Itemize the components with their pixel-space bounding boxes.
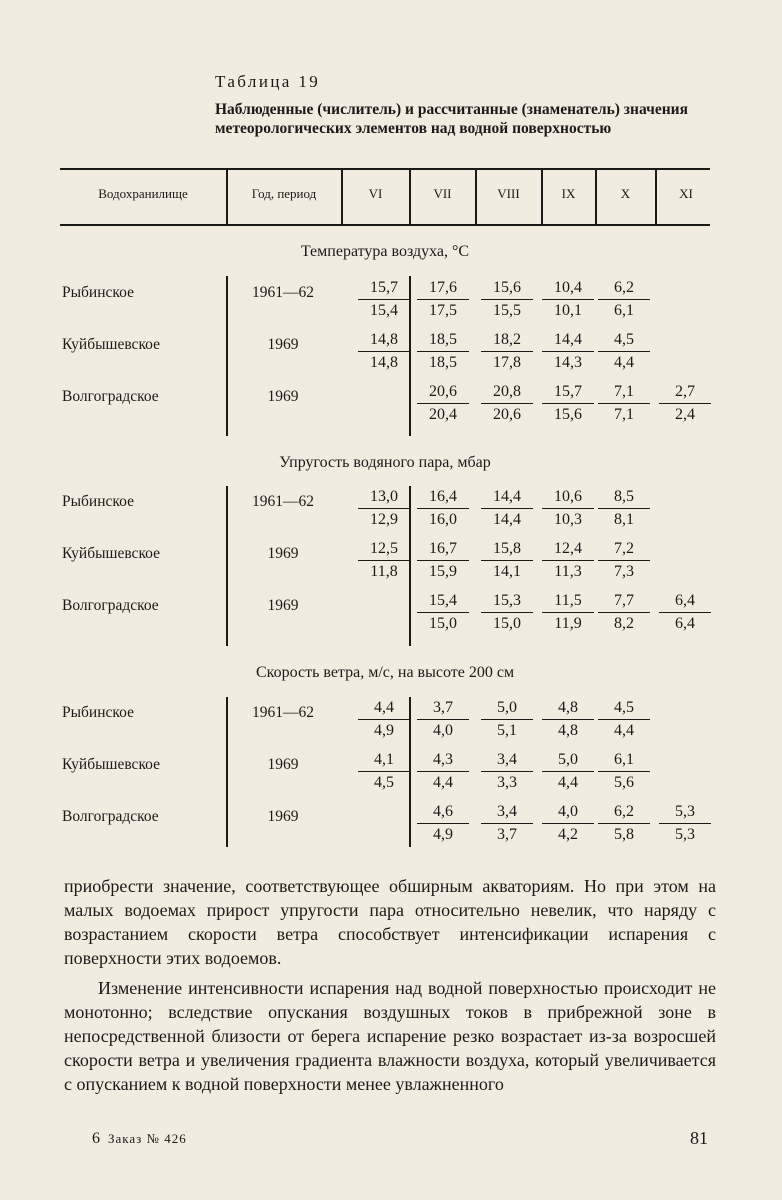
calculated-value: 15,4	[370, 302, 398, 319]
observed-value: 16,7	[417, 539, 469, 561]
body-text	[64, 874, 716, 1096]
calculated-value: 11,9	[554, 615, 582, 632]
calculated-value: 4,9	[433, 826, 453, 843]
observed-value: 20,6	[417, 382, 469, 404]
year-period: 1969	[267, 808, 299, 825]
observed-value: 14,4	[481, 487, 533, 509]
value-fraction	[598, 750, 650, 793]
value-fraction	[481, 802, 533, 845]
observed-value: 4,8	[542, 698, 594, 720]
calculated-value: 7,1	[614, 406, 634, 423]
calculated-value: 16,0	[429, 511, 457, 528]
value-fraction	[598, 382, 650, 425]
value-fraction	[481, 330, 533, 373]
calculated-value: 10,1	[554, 302, 582, 319]
calculated-value: 4,8	[558, 722, 578, 739]
value-fraction	[417, 278, 469, 321]
value-fraction	[417, 750, 469, 793]
section-title-temperature: Температура воздуха, °С	[300, 243, 470, 260]
calculated-value: 14,3	[554, 354, 582, 371]
table-top-rule	[60, 168, 710, 170]
calculated-value: 5,3	[675, 826, 695, 843]
value-fraction	[417, 382, 469, 425]
year-period: 1969	[267, 597, 299, 614]
reservoir-name: Волгоградское	[62, 597, 159, 614]
header-month-xi: XI	[679, 186, 693, 201]
value-fraction	[481, 750, 533, 793]
year-period: 1969	[267, 336, 299, 353]
observed-value: 15,4	[417, 591, 469, 613]
year-period: 1961—62	[252, 284, 314, 301]
value-fraction	[358, 487, 410, 530]
signature-number: 6	[92, 1130, 100, 1147]
observed-value: 4,0	[542, 802, 594, 824]
value-fraction	[542, 802, 594, 845]
observed-value: 6,2	[598, 278, 650, 300]
observed-value: 7,1	[598, 382, 650, 404]
value-fraction	[358, 539, 410, 582]
calculated-value: 11,3	[554, 563, 582, 580]
observed-value: 15,8	[481, 539, 533, 561]
observed-value: 15,6	[481, 278, 533, 300]
header-month-vi: VI	[368, 186, 383, 201]
print-order: Заказ № 426	[108, 1131, 187, 1146]
value-fraction	[598, 539, 650, 582]
calculated-value: 20,6	[493, 406, 521, 423]
observed-value: 17,6	[417, 278, 469, 300]
value-fraction	[659, 591, 711, 634]
calculated-value: 15,5	[493, 302, 521, 319]
value-fraction	[417, 487, 469, 530]
calculated-value: 6,4	[675, 615, 695, 632]
observed-value: 13,0	[358, 487, 410, 509]
value-fraction	[481, 591, 533, 634]
value-fraction	[542, 698, 594, 741]
year-period: 1961—62	[252, 704, 314, 721]
observed-value: 11,5	[542, 591, 594, 613]
value-fraction	[417, 330, 469, 373]
observed-value: 4,6	[417, 802, 469, 824]
observed-value: 12,4	[542, 539, 594, 561]
calculated-value: 7,3	[614, 563, 634, 580]
calculated-value: 2,4	[675, 406, 695, 423]
calculated-value: 12,9	[370, 511, 398, 528]
observed-value: 15,7	[542, 382, 594, 404]
footer-signature	[92, 1130, 187, 1148]
calculated-value: 15,9	[429, 563, 457, 580]
reservoir-name: Волгоградское	[62, 808, 159, 825]
section-title-vapor-pressure: Упругость водяного пара, мбар	[279, 454, 491, 471]
calculated-value: 6,1	[614, 302, 634, 319]
value-fraction	[598, 278, 650, 321]
calculated-value: 14,8	[370, 354, 398, 371]
value-fraction	[598, 802, 650, 845]
calculated-value: 5,1	[497, 722, 517, 739]
calculated-value: 4,4	[433, 774, 453, 791]
value-fraction	[542, 330, 594, 373]
observed-value: 7,2	[598, 539, 650, 561]
observed-value: 6,2	[598, 802, 650, 824]
value-fraction	[358, 330, 410, 373]
calculated-value: 8,1	[614, 511, 634, 528]
observed-value: 6,1	[598, 750, 650, 772]
calculated-value: 15,6	[554, 406, 582, 423]
paragraph: Изменение интенсивности испарения над водной поверхностью происходит не монотонно; вследствие опускания воздушных токов в прибрежной зоне в непосредственной близости от берега испарение резко возрастает из-за возросшей скорости ветра и увеличения градиента влажности воздуха, который увеличивается с опусканием к водной поверхности менее увлажненного	[64, 978, 716, 1094]
value-fraction	[481, 382, 533, 425]
calculated-value: 4,9	[374, 722, 394, 739]
calculated-value: 4,2	[558, 826, 578, 843]
calculated-value: 3,3	[497, 774, 517, 791]
observed-value: 10,4	[542, 278, 594, 300]
table-header-rule	[60, 224, 710, 226]
header-month-ix: IX	[561, 186, 576, 201]
observed-value: 15,7	[358, 278, 410, 300]
observed-value: 8,5	[598, 487, 650, 509]
calculated-value: 11,8	[370, 563, 398, 580]
observed-value: 5,3	[659, 802, 711, 824]
observed-value: 3,7	[417, 698, 469, 720]
calculated-value: 5,6	[614, 774, 634, 791]
observed-value: 6,4	[659, 591, 711, 613]
observed-value: 20,8	[481, 382, 533, 404]
value-fraction	[542, 750, 594, 793]
value-fraction	[542, 539, 594, 582]
reservoir-name: Куйбышевское	[62, 336, 161, 353]
reservoir-name: Рыбинское	[62, 284, 134, 301]
value-fraction	[417, 802, 469, 845]
value-fraction	[481, 278, 533, 321]
calculated-value: 4,4	[558, 774, 578, 791]
value-fraction	[659, 802, 711, 845]
page-number: 81	[690, 1128, 708, 1148]
value-fraction	[481, 539, 533, 582]
calculated-value: 14,1	[493, 563, 521, 580]
year-period: 1969	[267, 756, 299, 773]
calculated-value: 4,4	[614, 722, 634, 739]
observed-value: 4,5	[598, 698, 650, 720]
header-month-x: X	[620, 186, 631, 201]
observed-value: 3,4	[481, 802, 533, 824]
calculated-value: 14,4	[493, 511, 521, 528]
year-period: 1969	[267, 388, 299, 405]
calculated-value: 10,3	[554, 511, 582, 528]
calculated-value: 20,4	[429, 406, 457, 423]
section-title-wind-speed: Скорость ветра, м/с, на высоте 200 см	[255, 664, 515, 681]
value-fraction	[542, 278, 594, 321]
value-fraction	[358, 750, 410, 793]
calculated-value: 15,0	[493, 615, 521, 632]
observed-value: 18,2	[481, 330, 533, 352]
value-fraction	[417, 539, 469, 582]
observed-value: 10,6	[542, 487, 594, 509]
calculated-value: 17,5	[429, 302, 457, 319]
observed-value: 15,3	[481, 591, 533, 613]
observed-value: 4,4	[358, 698, 410, 720]
observed-value: 4,5	[598, 330, 650, 352]
calculated-value: 17,8	[493, 354, 521, 371]
observed-value: 7,7	[598, 591, 650, 613]
observed-value: 2,7	[659, 382, 711, 404]
reservoir-name: Рыбинское	[62, 704, 134, 721]
value-fraction	[659, 382, 711, 425]
observed-value: 5,0	[542, 750, 594, 772]
reservoir-name: Куйбышевское	[62, 756, 161, 773]
observed-value: 14,4	[542, 330, 594, 352]
value-fraction	[417, 698, 469, 741]
year-period: 1969	[267, 545, 299, 562]
calculated-value: 15,0	[429, 615, 457, 632]
header-reservoir: Водохранилище	[98, 186, 188, 201]
value-fraction	[481, 487, 533, 530]
value-fraction	[598, 330, 650, 373]
table-title: Наблюденные (числитель) и рассчитанные (знаменатель) значения метеорологических элементов над водной поверхностью	[215, 101, 688, 137]
reservoir-name: Куйбышевское	[62, 545, 161, 562]
year-period: 1961—62	[252, 493, 314, 510]
reservoir-name: Рыбинское	[62, 493, 134, 510]
value-fraction	[598, 698, 650, 741]
value-fraction	[542, 591, 594, 634]
calculated-value: 5,8	[614, 826, 634, 843]
calculated-value: 18,5	[429, 354, 457, 371]
table-label: Таблица 19	[215, 72, 321, 91]
observed-value: 14,8	[358, 330, 410, 352]
observed-value: 4,3	[417, 750, 469, 772]
calculated-value: 3,7	[497, 826, 517, 843]
calculated-value: 4,5	[374, 774, 394, 791]
observed-value: 12,5	[358, 539, 410, 561]
value-fraction	[358, 278, 410, 321]
calculated-value: 8,2	[614, 615, 634, 632]
value-fraction	[358, 698, 410, 741]
observed-value: 18,5	[417, 330, 469, 352]
reservoir-name: Волгоградское	[62, 388, 159, 405]
calculated-value: 4,0	[433, 722, 453, 739]
header-year: Год, период	[251, 186, 317, 201]
value-fraction	[542, 382, 594, 425]
observed-value: 5,0	[481, 698, 533, 720]
value-fraction	[417, 591, 469, 634]
header-month-viii: VIII	[497, 186, 520, 201]
value-fraction	[598, 591, 650, 634]
value-fraction	[598, 487, 650, 530]
observed-value: 16,4	[417, 487, 469, 509]
paragraph: приобрести значение, соответствующее обширным акваториям. Но при этом на малых водоемах прирост упругости пара относительно невелик, что наряду с возрастанием скорости ветра способствует интенсификации испарения с поверхности этих водоемов.	[64, 876, 716, 968]
header-month-vii: VII	[433, 186, 452, 201]
observed-value: 4,1	[358, 750, 410, 772]
value-fraction	[481, 698, 533, 741]
calculated-value: 4,4	[614, 354, 634, 371]
value-fraction	[542, 487, 594, 530]
observed-value: 3,4	[481, 750, 533, 772]
